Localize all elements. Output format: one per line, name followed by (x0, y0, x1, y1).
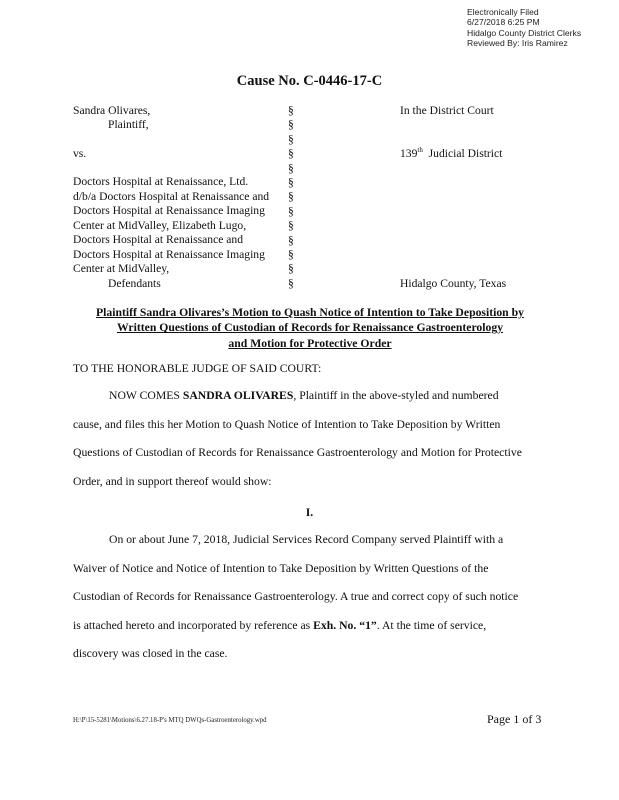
stamp-line: Reviewed By: Iris Ramirez (467, 38, 568, 49)
defendant-line: Doctors Hospital at Renaissance Imaging (73, 204, 265, 217)
section-heading: I. (305, 506, 314, 519)
page-number: Page 1 of 3 (487, 712, 542, 726)
section-symbol: § (288, 132, 294, 146)
footer-file-path: H:\P\15-5281\Motions\6.27.18-P's MTQ DWQs-Gastroenterology.wpd (73, 717, 267, 724)
paragraph-line: cause, and files this her Motion to Quash Notice of Intention to Take Deposition by Written (73, 417, 501, 431)
paragraph-line (73, 612, 543, 641)
defendant-line: Center at MidValley, Elizabeth Lugo, (73, 218, 247, 232)
county-name: Hidalgo County, Texas (400, 276, 507, 290)
defendant-line: d/b/a Doctors Hospital at Renaissance and (73, 189, 270, 203)
stamp-line: Hidalgo County District Clerks (467, 27, 582, 38)
motion-title-line: Plaintiff Sandra Olivares’s Motion to Quash Notice of Intention to Take Deposition by (96, 306, 524, 319)
paragraph-line: Waiver of Notice and Notice of Intention to Take Deposition by Written Questions of the (73, 561, 489, 575)
defendant-role: Defendants (108, 276, 161, 290)
section-symbol: § (288, 118, 294, 132)
intro-line1-rest: , Plaintiff in the above-styled and numbered (293, 389, 499, 402)
exhibit-reference: Exh. No. “1” (313, 618, 377, 632)
section-symbol: § (288, 190, 294, 204)
stamp-line: Electronically Filed (467, 7, 539, 17)
plaintiff-bold-name: SANDRA OLIVARES (182, 389, 294, 402)
section-one-paragraph (73, 526, 543, 669)
section-symbol: § (288, 147, 294, 161)
exhibit-post-text: . At the time of service, (376, 618, 487, 632)
section-symbol: § (288, 176, 294, 189)
plaintiff-name: Sandra Olivares, (73, 104, 151, 117)
section-symbol: § (288, 262, 294, 276)
paragraph-line: Order, and in support thereof would show: (73, 474, 272, 488)
court-name: In the District Court (400, 104, 494, 117)
paragraph-line: discovery was closed in the case. (73, 647, 228, 661)
defendant-line: Doctors Hospital at Renaissance Imaging (73, 247, 265, 261)
case-caption (0, 104, 619, 294)
exhibit-pre-text: is attached hereto and incorporated by reference as (73, 618, 314, 632)
judicial-district (400, 147, 502, 161)
section-symbol: § (288, 204, 294, 218)
motion-title-line: and Motion for Protective Order (228, 336, 392, 350)
intro-paragraph (73, 382, 543, 496)
section-symbol: § (288, 276, 294, 290)
motion-title (60, 305, 560, 351)
defendant-line: Center at MidValley, (73, 262, 170, 275)
versus-label: vs. (73, 147, 87, 160)
district-text: Judicial District (428, 147, 503, 160)
filing-stamp (467, 7, 581, 49)
defendant-line: Doctors Hospital at Renaissance and (73, 233, 243, 246)
stamp-line: 6/27/2018 6:25 PM (467, 17, 540, 28)
section-symbol: § (288, 161, 294, 175)
plaintiff-role: Plaintiff, (108, 118, 149, 131)
paragraph-line: On or about June 7, 2018, Judicial Services Record Company served Plaintiff with a (109, 533, 504, 546)
paragraph-line: Questions of Custodian of Records for Renaissance Gastroenterology and Motion for Protective (73, 446, 522, 460)
section-symbol: § (288, 219, 294, 233)
section-symbol: § (288, 233, 294, 247)
section-symbol: § (288, 104, 294, 117)
paragraph-line: Custodian of Records for Renaissance Gastroenterology. A true and correct copy of such notice (73, 590, 519, 604)
salutation: TO THE HONORABLE JUDGE OF SAID COURT: (73, 362, 322, 375)
paragraph-line (73, 382, 543, 411)
section-symbol: § (288, 248, 294, 261)
district-suffix: th (417, 146, 423, 155)
motion-title-line: Written Questions of Custodian of Records for Renaissance Gastroenterology (116, 321, 504, 335)
cause-number: Cause No. C-0446-17-C (236, 73, 383, 89)
now-comes-text: NOW COMES (109, 389, 183, 402)
defendant-line: Doctors Hospital at Renaissance, Ltd. (73, 175, 249, 188)
district-number: 139 (400, 147, 418, 160)
